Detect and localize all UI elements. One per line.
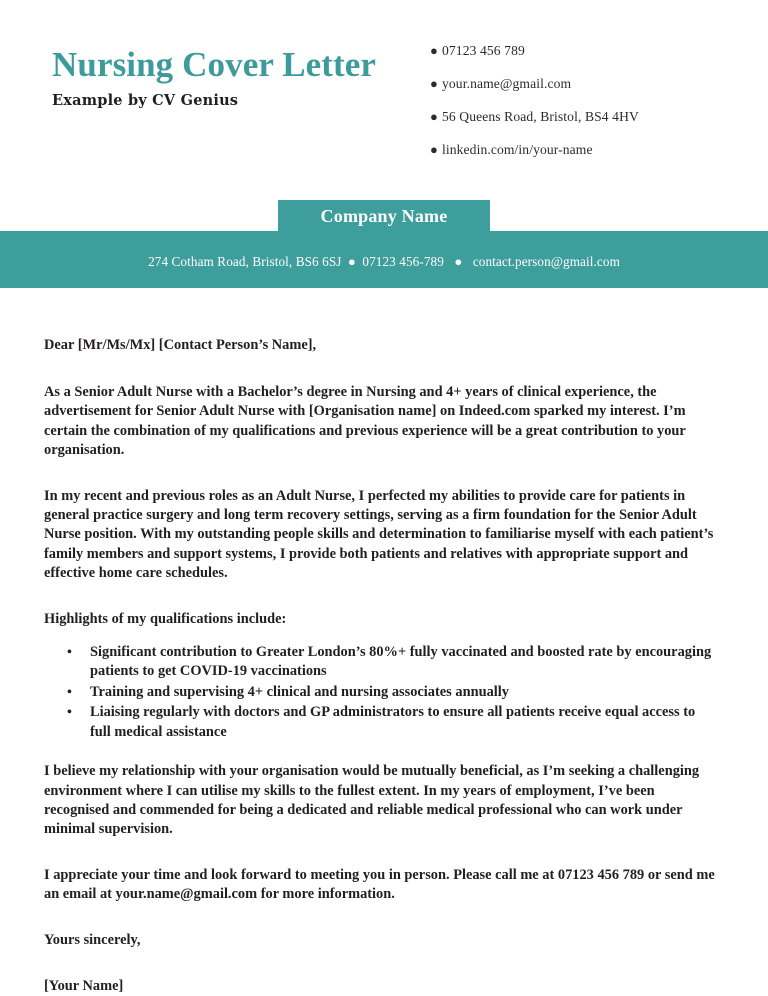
list-item: [430, 42, 639, 59]
contact-linkedin: linkedin.com/in/your-name: [442, 142, 593, 157]
bullet-icon: •: [67, 684, 72, 700]
contact-email: your.name@gmail.com: [442, 76, 572, 91]
bullet-icon: ●: [430, 109, 438, 124]
highlight-text: Significant contribution to Greater London’s 80%+ fully vaccinated and boosted rate by encouraging patients to get COVID-19 vaccinations: [90, 644, 712, 680]
paragraph-3: I believe my relationship with your organisation would be mutually beneficial, as I’m seeking a challenging environment where I can utilise my skills to the fullest extent. In my years of employment, I’ve been recognised and commended for being a dedicated and reliable medical professional who can work under minimal supervision.: [44, 763, 700, 838]
list-item: [44, 683, 718, 702]
list-item: [44, 643, 718, 682]
signature-name: [Your Name]: [44, 977, 124, 994]
bullet-icon: ●: [430, 142, 438, 157]
applicant-contact-list: [430, 42, 639, 174]
list-item: [430, 141, 639, 158]
paragraph-4: I appreciate your time and look forward to meeting you in person. Please call me at 07123 456 789 or send me an email at your.name@gmail.com for more information.: [44, 866, 715, 903]
company-contact-line: [0, 253, 768, 271]
contact-phone: 07123 456 789: [442, 43, 525, 58]
highlight-text: Training and supervising 4+ clinical and nursing associates annually: [90, 683, 509, 700]
separator-icon: ●: [347, 254, 356, 269]
list-item: [44, 703, 718, 742]
paragraph-1: As a Senior Adult Nurse with a Bachelor’s degree in Nursing and 4+ years of clinical experience, the advertisement for Senior Adult Nurse with [Organisation name] on Indeed.com sparked my interest. I’m certain the combination of my qualifications and previous experience will be a great contribution to your organisation.: [44, 384, 686, 459]
company-banner: [0, 200, 768, 288]
company-name: Company Name: [320, 206, 448, 226]
salutation: Dear [Mr/Ms/Mx] [Contact Person’s Name],: [44, 337, 317, 353]
company-email: contact.person@gmail.com: [472, 254, 620, 269]
highlights-list: [44, 643, 718, 742]
bullet-icon: ●: [430, 43, 438, 58]
contact-address: 56 Queens Road, Bristol, BS4 4HV: [442, 109, 639, 124]
bullet-icon: •: [67, 705, 72, 721]
separator-icon: ●: [454, 254, 463, 269]
bullet-icon: •: [67, 645, 72, 661]
company-address: 274 Cotham Road, Bristol, BS6 6SJ: [148, 254, 342, 269]
paragraph-2: In my recent and previous roles as an Adult Nurse, I perfected my abilities to provide care for patients in general practice surgery and long term recovery settings, serving as a firm foundation for the Senior Adult Nurse position. With my outstanding people skills and determination to familiarise myself with each patient’s family members and support systems, I provide both patients and relatives with appropriate support and effective home care schedules.: [44, 487, 714, 582]
page-subtitle: Example by CV Genius: [52, 92, 239, 109]
list-item: [430, 108, 639, 125]
letter-body: [44, 336, 718, 996]
highlights-heading: Highlights of my qualifications include:: [44, 610, 287, 627]
letter-header: [0, 0, 768, 190]
highlight-text: Liaising regularly with doctors and GP administrators to ensure all patients receive equal access to full medical assistance: [90, 704, 696, 740]
page-title: Nursing Cover Letter: [52, 45, 377, 84]
closing-line: Yours sincerely,: [44, 931, 141, 948]
company-phone: 07123 456-789: [362, 254, 444, 269]
list-item: [430, 75, 639, 92]
bullet-icon: ●: [430, 76, 438, 91]
header-title-block: [52, 45, 432, 111]
